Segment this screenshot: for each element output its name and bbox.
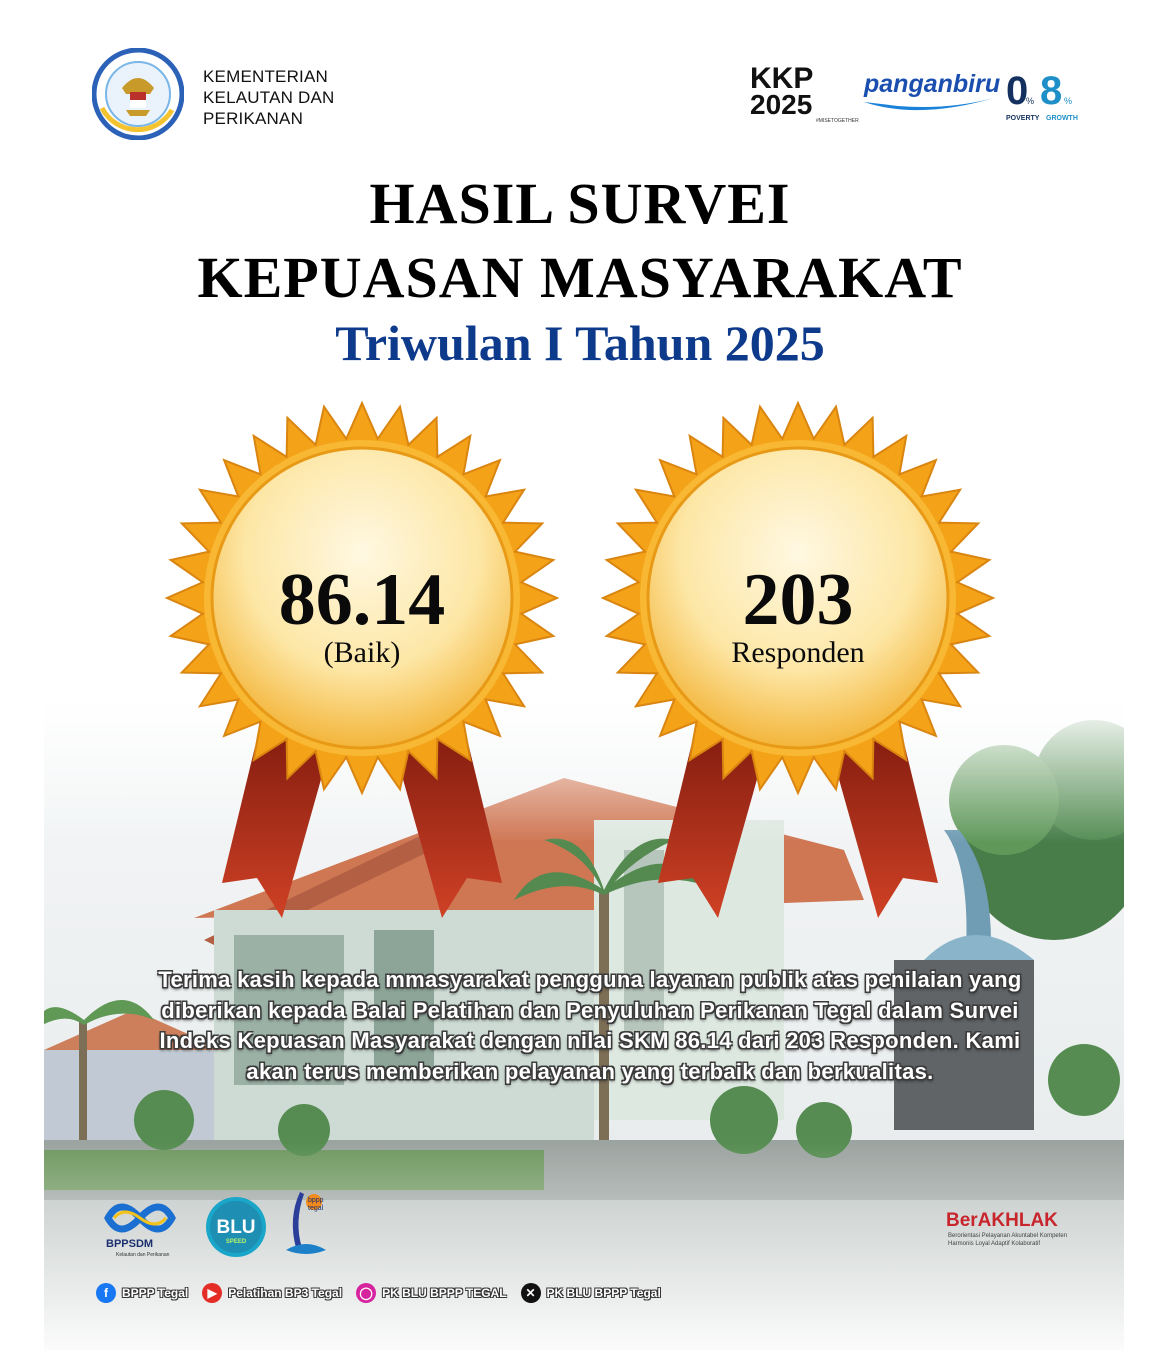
ministry-line-3: PERIKANAN xyxy=(203,109,304,128)
social-x[interactable] xyxy=(521,1283,661,1303)
bppsdm-sublabel: Kelautan dan Perikanan xyxy=(116,1252,170,1258)
subtitle: Triwulan I Tahun 2025 xyxy=(335,315,825,371)
social-instagram[interactable] xyxy=(356,1283,506,1303)
title-line-1: HASIL SURVEI xyxy=(369,171,791,236)
respondents-value: 203 xyxy=(742,559,854,641)
ministry-line-2: KELAUTAN DAN xyxy=(203,88,335,107)
medal-score-graphic xyxy=(162,398,562,958)
social-x-label: PK BLU BPPP Tegal xyxy=(546,1286,661,1300)
poverty-label: POVERTY xyxy=(1006,115,1040,122)
blu-label: BLU xyxy=(216,1217,256,1238)
social-youtube[interactable] xyxy=(202,1283,342,1303)
bppp-sublabel: tegal xyxy=(308,1205,324,1212)
bppsdm-label: BPPSDM xyxy=(106,1238,154,1250)
thank-you-message: Terima kasih kepada mmasyarakat pengguna layanan publik atas penilaian yang diberikan kepada Balai Pelatihan dan Penyuluhan Perikanan Tegal dalam Survei Indeks Kepuasan Masyarakat dengan nilai SKM 86.14 dari 203 Responden. Kami akan terus memberikan pelayanan yang terbaik dan berkualitas. xyxy=(158,967,1022,1084)
bppsdm-logo xyxy=(100,1196,180,1260)
growth-label: GROWTH xyxy=(1046,115,1078,122)
blu-sublabel: SPEED xyxy=(225,1239,247,1245)
kkp-ministry-logo xyxy=(92,48,184,140)
panganbiru-logo: panganbiru xyxy=(864,70,1001,98)
instagram-icon: ◯ xyxy=(356,1283,376,1303)
score-caption: (Baik) xyxy=(323,636,401,669)
social-facebook[interactable] xyxy=(96,1283,188,1303)
facebook-icon: f xyxy=(96,1283,116,1303)
respondents-caption: Responden xyxy=(731,636,865,669)
kkp2025-logo-top: KKP xyxy=(750,62,814,95)
growth-percent: % xyxy=(1064,96,1073,106)
kkp2025-logo-tag: #MISETOGETHER xyxy=(816,118,859,124)
bppp-tegal-logo xyxy=(282,1188,330,1258)
kkp2025-logo-bottom: 2025 xyxy=(750,89,813,120)
berakhlak-tagline: Berorientasi Pelayanan Akuntabel Kompeten Harmonis Loyal Adaptif Kolaboratif xyxy=(948,1233,1068,1247)
social-youtube-label: Pelatihan BP3 Tegal xyxy=(228,1286,343,1300)
growth-digit: 8 xyxy=(1040,69,1063,113)
medal-respondents-graphic xyxy=(598,398,998,958)
blu-speed-logo xyxy=(204,1195,268,1259)
social-facebook-label: BPPP Tegal xyxy=(122,1286,189,1300)
social-instagram-label: PK BLU BPPP TEGAL xyxy=(382,1286,507,1300)
ministry-name xyxy=(203,66,335,129)
zero-poverty-percent: % xyxy=(1026,96,1035,106)
social-links xyxy=(96,1282,661,1304)
bppp-label: bppp xyxy=(308,1197,324,1204)
score-value: 86.14 xyxy=(278,559,446,641)
x-icon: ✕ xyxy=(521,1283,541,1303)
ministry-line-1: KEMENTERIAN xyxy=(203,67,328,86)
berakhlak-logo: BerAKHLAK xyxy=(946,1210,1058,1231)
medal-respondents xyxy=(598,398,998,958)
youtube-icon: ▶ xyxy=(202,1283,222,1303)
partner-logos xyxy=(748,62,1083,124)
zero-poverty-digit: 0 xyxy=(1006,69,1029,113)
title-line-2: KEPUASAN MASYARAKAT xyxy=(197,245,963,310)
medal-score xyxy=(162,398,562,958)
